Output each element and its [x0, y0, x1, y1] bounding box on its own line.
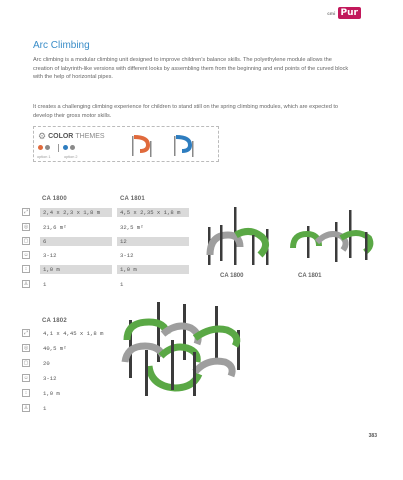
column-header-ca1800: CA 1800: [42, 196, 67, 202]
ca1801-area: 32,5 m²: [120, 224, 144, 231]
option-1-label: option 1: [37, 155, 51, 159]
brand-small-text: cmi: [327, 10, 336, 16]
ca1800-fall-height: 1,0 m: [40, 265, 112, 274]
column-header-ca1801: CA 1801: [120, 196, 145, 202]
area-icon: ◎: [23, 224, 29, 230]
brand-logo: [327, 6, 361, 20]
column-header-ca1802: CA 1802: [42, 318, 67, 324]
color-themes-light: THEMES: [75, 133, 105, 140]
ca1802-area: 40,5 m²: [43, 345, 67, 352]
users-icon: ♙: [23, 405, 29, 411]
divider: [58, 144, 59, 152]
ca1802-users: 1: [43, 405, 47, 412]
ca1800-safety: 6: [40, 237, 112, 246]
color-dot: [45, 145, 50, 150]
ca1802-fall-height: 1,0 m: [43, 390, 60, 397]
ca1802-dimensions: 4,1 x 4,45 x 1,8 m: [43, 330, 104, 337]
ca1801-dimensions: 4,5 x 2,35 x 1,8 m: [117, 208, 189, 217]
color-themes-bold: COLOR: [48, 133, 74, 140]
ca1801-image-caption: CA 1801: [298, 273, 322, 279]
fall-height-icon: ↕: [22, 265, 30, 273]
age-icon: ☺: [23, 252, 29, 258]
blue-arc-sample-image: [172, 133, 198, 159]
fall-height-icon: ↕: [22, 389, 30, 397]
ca1801-product-image: [287, 208, 377, 268]
page-number: 383: [368, 433, 377, 439]
safety-zone-icon: ▢: [23, 238, 29, 244]
orange-arc-sample-image: [130, 133, 156, 159]
ca1801-age: 3-12: [120, 252, 134, 259]
ca1801-safety: 12: [117, 237, 189, 246]
ca1800-product-image: [200, 205, 280, 270]
ca1802-age: 3-12: [43, 375, 57, 382]
option-1-swatches: [38, 145, 52, 150]
ca1800-area: 21,6 m²: [43, 224, 67, 231]
ca1801-users: 1: [120, 281, 124, 288]
ca1800-users: 1: [43, 281, 47, 288]
palette-icon: ⚙: [38, 131, 47, 141]
color-dot: [70, 145, 75, 150]
age-icon: ☺: [23, 375, 29, 381]
area-icon: ◎: [23, 345, 29, 351]
option-2-label: option 2: [64, 155, 78, 159]
brand-badge: Pur: [338, 7, 361, 19]
description-paragraph-2: It creates a challenging climbing experience for children to stand still on the spring climbing modules, which are expected to develop their gross motor skills.: [33, 104, 339, 119]
option-2-swatches: [63, 145, 77, 150]
color-themes-box: [33, 126, 219, 162]
ca1800-dimensions: 2,4 x 2,3 x 1,8 m: [40, 208, 112, 217]
ca1802-product-image: [115, 300, 255, 400]
page-title: Arc Climbing: [33, 40, 90, 51]
dimensions-icon: ⤢: [23, 209, 28, 215]
ca1801-fall-height: 1,0 m: [117, 265, 189, 274]
description-paragraph-1: Arc climbing is a modular climbing unit designed to improve children’s balance skills. The polyethylene module allows the creation of labyrinth-like versions with different looks by assembling them from the beginning and end points of the curved block with the help of horizontal pipes.: [33, 57, 349, 81]
color-themes-title: [38, 133, 105, 140]
ca1802-safety: 20: [43, 360, 50, 367]
dimensions-icon: ⤢: [23, 330, 28, 336]
ca1800-image-caption: CA 1800: [220, 273, 244, 279]
ca1800-age: 3-12: [43, 252, 57, 259]
users-icon: ♙: [23, 281, 29, 287]
safety-zone-icon: ▢: [23, 360, 29, 366]
color-dot: [38, 145, 43, 150]
color-dot: [63, 145, 68, 150]
